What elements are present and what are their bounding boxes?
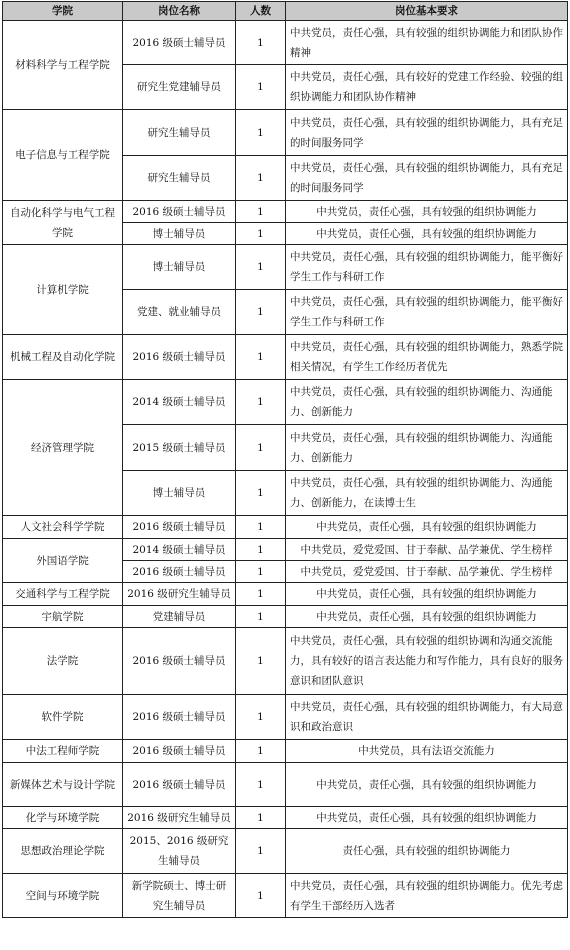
position-cell: 博士辅导员	[123, 471, 236, 516]
table-row	[3, 740, 568, 763]
count-cell: 1	[236, 807, 286, 829]
requirement-cell: 中共党员，责任心强，具有较好的党建工作经验、较强的组织协调能力和团队协作精神	[286, 65, 568, 110]
position-cell: 2016 级硕士辅导员	[123, 201, 236, 223]
count-cell: 1	[236, 335, 286, 380]
requirement-cell: 中共党员，责任心强，具有较强的组织协调能力和团队协作精神	[286, 21, 568, 65]
college-cell: 软件学院	[3, 695, 123, 740]
position-cell: 博士辅导员	[123, 223, 236, 245]
requirement-cell: 中共党员，责任心强，具有较强的组织协调能力，能平衡好学生工作与科研工作	[286, 290, 568, 335]
college-cell: 交通科学与工程学院	[3, 583, 123, 606]
position-cell: 2015、2016 级研究生辅导员	[123, 829, 236, 874]
position-cell: 研究生党建辅导员	[123, 65, 236, 110]
table-header-row	[3, 2, 568, 21]
college-cell: 外国语学院	[3, 539, 123, 583]
table-row	[3, 245, 568, 290]
count-cell: 1	[236, 829, 286, 874]
position-cell: 党建、就业辅导员	[123, 290, 236, 335]
college-cell: 思想政治理论学院	[3, 829, 123, 874]
header-college: 学院	[3, 2, 123, 21]
requirement-cell: 中共党员，责任心强，具有较强的组织协调能力，具有充足的时间服务同学	[286, 156, 568, 201]
count-cell: 1	[236, 516, 286, 539]
count-cell: 1	[236, 628, 286, 695]
position-cell: 2016 级研究生辅导员	[123, 807, 236, 829]
count-cell: 1	[236, 539, 286, 561]
position-cell: 研究生辅导员	[123, 156, 236, 201]
count-cell: 1	[236, 65, 286, 110]
requirement-cell: 中共党员，爱党爱国、甘于奉献、品学兼优、学生榜样	[286, 561, 568, 583]
position-cell: 2016 级硕士辅导员	[123, 628, 236, 695]
count-cell: 1	[236, 425, 286, 471]
count-cell: 1	[236, 606, 286, 628]
count-cell: 1	[236, 874, 286, 918]
requirement-cell: 中共党员，责任心强，具有较强的组织协调能力	[286, 606, 568, 628]
table-row	[3, 628, 568, 695]
position-cell: 2016 级硕士辅导员	[123, 335, 236, 380]
table-row	[3, 539, 568, 561]
college-cell: 计算机学院	[3, 245, 123, 335]
requirement-cell: 中共党员，责任心强，具有较强的组织协调能力。优先考虑有学生干部经历入选者	[286, 874, 568, 918]
requirement-cell: 中共党员，责任心强，具有较强的组织协调能力	[286, 201, 568, 223]
requirement-cell: 中共党员，责任心强，具有较强的组织协调能力、沟通能力、创新能力	[286, 425, 568, 471]
position-cell: 博士辅导员	[123, 245, 236, 290]
table-row	[3, 110, 568, 156]
college-cell: 机械工程及自动化学院	[3, 335, 123, 380]
college-cell: 中法工程师学院	[3, 740, 123, 763]
college-cell: 材料科学与工程学院	[3, 21, 123, 110]
position-cell: 研究生辅导员	[123, 110, 236, 156]
requirement-cell: 中共党员，责任心强，具有较强的组织协调能力，有大局意识和政治意识	[286, 695, 568, 740]
table-row	[3, 606, 568, 628]
position-cell: 2016 级硕士辅导员	[123, 21, 236, 65]
table-row	[3, 763, 568, 807]
count-cell: 1	[236, 740, 286, 763]
count-cell: 1	[236, 471, 286, 516]
table-row	[3, 874, 568, 918]
count-cell: 1	[236, 110, 286, 156]
college-cell: 电子信息与工程学院	[3, 110, 123, 201]
requirement-cell: 中共党员，责任心强，具有较强的组织协调能力，能平衡好学生工作与科研工作	[286, 245, 568, 290]
position-cell: 2016 级硕士辅导员	[123, 695, 236, 740]
position-cell: 2016 级硕士辅导员	[123, 516, 236, 539]
requirement-cell: 中共党员，具有法语交流能力	[286, 740, 568, 763]
table-row	[3, 829, 568, 874]
table-row	[3, 516, 568, 539]
requirement-cell: 中共党员，责任心强，具有较强的组织协调能力、沟通能力、创新能力，在读博士生	[286, 471, 568, 516]
college-cell: 自动化科学与电气工程学院	[3, 201, 123, 245]
requirement-cell: 中共党员，爱党爱国、甘于奉献、品学兼优、学生榜样	[286, 539, 568, 561]
count-cell: 1	[236, 583, 286, 606]
position-cell: 2016 级硕士辅导员	[123, 740, 236, 763]
header-count: 人数	[236, 2, 286, 21]
requirement-cell: 中共党员，责任心强，具有较强的组织协调和沟通交流能力，具有较好的语言表达能力和写作能力，具有良好的服务意识和团队意识	[286, 628, 568, 695]
table-row	[3, 21, 568, 65]
college-cell: 人文社会科学学院	[3, 516, 123, 539]
requirement-cell: 中共党员，责任心强，具有较强的组织协调能力	[286, 223, 568, 245]
count-cell: 1	[236, 245, 286, 290]
requirement-cell: 中共党员，责任心强，具有较强的组织协调能力	[286, 763, 568, 807]
requirement-cell: 中共党员，责任心强，具有较强的组织协调能力，熟悉学院相关情况，有学生工作经历者优先	[286, 335, 568, 380]
table-row	[3, 201, 568, 223]
count-cell: 1	[236, 290, 286, 335]
count-cell: 1	[236, 201, 286, 223]
college-cell: 经济管理学院	[3, 380, 123, 516]
table-row	[3, 380, 568, 425]
college-cell: 化学与环境学院	[3, 807, 123, 829]
requirement-cell: 中共党员，责任心强，具有较强的组织协调能力	[286, 807, 568, 829]
table-row	[3, 583, 568, 606]
count-cell: 1	[236, 380, 286, 425]
position-cell: 2016 级研究生辅导员	[123, 583, 236, 606]
table-row	[3, 807, 568, 829]
requirement-cell: 中共党员，责任心强，具有较强的组织协调能力	[286, 583, 568, 606]
college-cell: 新媒体艺术与设计学院	[3, 763, 123, 807]
count-cell: 1	[236, 156, 286, 201]
count-cell: 1	[236, 223, 286, 245]
header-requirements: 岗位基本要求	[286, 2, 568, 21]
position-cell: 2014 级硕士辅导员	[123, 539, 236, 561]
position-cell: 2014 级硕士辅导员	[123, 380, 236, 425]
college-cell: 法学院	[3, 628, 123, 695]
college-cell: 宇航学院	[3, 606, 123, 628]
recruitment-table	[2, 1, 568, 918]
count-cell: 1	[236, 695, 286, 740]
position-cell: 新学院硕士、博士研究生辅导员	[123, 874, 236, 918]
requirement-cell: 责任心强，具有较强的组织协调能力	[286, 829, 568, 874]
college-cell: 空间与环境学院	[3, 874, 123, 918]
table-row	[3, 695, 568, 740]
requirement-cell: 中共党员，责任心强，具有较强的组织协调能力	[286, 516, 568, 539]
count-cell: 1	[236, 561, 286, 583]
table-row	[3, 335, 568, 380]
position-cell: 2016 级硕士辅导员	[123, 561, 236, 583]
requirement-cell: 中共党员，责任心强，具有较强的组织协调能力，具有充足的时间服务同学	[286, 110, 568, 156]
header-position: 岗位名称	[123, 2, 236, 21]
count-cell: 1	[236, 763, 286, 807]
position-cell: 2015 级硕士辅导员	[123, 425, 236, 471]
requirement-cell: 中共党员，责任心强，具有较强的组织协调能力、沟通能力、创新能力	[286, 380, 568, 425]
count-cell: 1	[236, 21, 286, 65]
position-cell: 党建辅导员	[123, 606, 236, 628]
position-cell: 2016 级硕士辅导员	[123, 763, 236, 807]
